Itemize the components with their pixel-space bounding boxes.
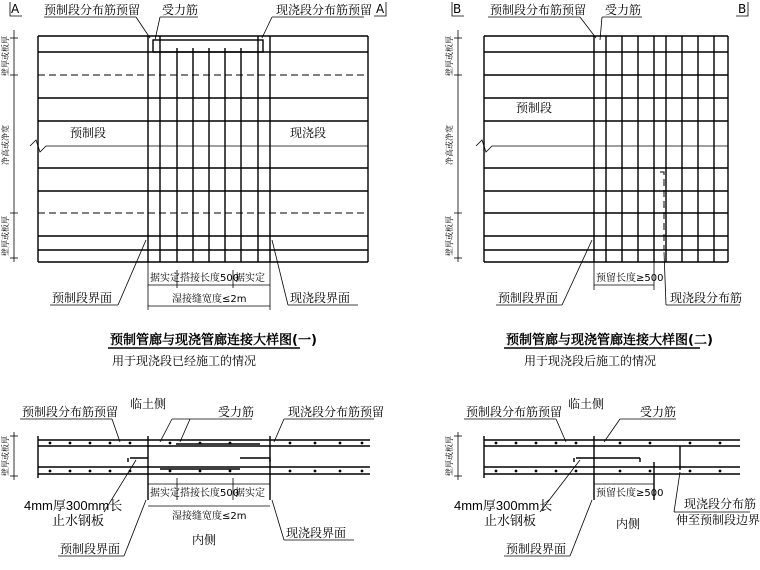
- label-cast-distribution: 现浇段分布筋: [684, 497, 757, 511]
- label-cast-segment: 现浇段: [290, 126, 327, 140]
- side-label-top: 壁厚或板厚: [1, 36, 10, 76]
- side-label-top: 壁厚或板厚: [445, 36, 454, 76]
- detail-1-title: 预制管廊与现浇管廊连接大样图(一): [110, 333, 317, 348]
- label-soil-side: 临土侧: [130, 397, 167, 411]
- section-label-right: B: [738, 2, 747, 16]
- dim-reserve-length: 预留长度≥500: [596, 273, 664, 284]
- section-label-right: A: [376, 2, 385, 16]
- side-label: 壁厚或板厚: [445, 436, 454, 476]
- dim-confirm-right: 据实定: [235, 488, 265, 499]
- label-prefab-interface: 预制段界面: [498, 291, 559, 305]
- detail-2: [444, 2, 748, 368]
- label-prefab-rebar: 预制段分布筋预留: [490, 3, 587, 17]
- main-rebar-bracket: [153, 40, 263, 52]
- label-prefab-rebar: 预制段分布筋预留: [466, 405, 563, 419]
- label-cast-interface: 现浇段界面: [286, 526, 347, 540]
- label-soil-side: 临土侧: [568, 397, 605, 411]
- label-main-rebar: 受力筋: [218, 405, 255, 419]
- side-label-bot: 壁厚或板厚: [445, 216, 454, 256]
- dim-reserve-length: 预留长度≥500: [596, 488, 664, 499]
- label-cast-distribution: 现浇段分布筋: [670, 291, 743, 305]
- detail-2-title: 预制管廊与现浇管廊连接大样图(二): [506, 333, 713, 348]
- dim-lap-length: 搭接长度500: [180, 273, 240, 284]
- break-line: [30, 140, 368, 152]
- label-cast-interface: 现浇段界面: [290, 291, 351, 305]
- water-stop-plate: [574, 458, 640, 462]
- detail-1: [0, 2, 386, 368]
- dim-lap-length: 搭接长度500: [180, 488, 240, 499]
- detail-2-subtitle: 用于现浇段后施工的情况: [524, 354, 657, 368]
- dim-confirm-left: 据实定: [150, 488, 180, 499]
- rebar-dots-top: [495, 442, 722, 445]
- label-prefab-interface: 预制段界面: [506, 542, 567, 556]
- rebar-dots-bottom: [49, 470, 364, 473]
- label-main-rebar: 受力筋: [640, 405, 677, 419]
- detail-4: [444, 396, 760, 556]
- section-label-left: A: [11, 2, 20, 16]
- detail-3: [0, 396, 384, 556]
- section-label-left: B: [453, 2, 462, 16]
- label-plate-size: 4mm厚300mm长: [24, 498, 123, 513]
- label-prefab-interface: 预制段界面: [52, 291, 113, 305]
- label-plate-size: 4mm厚300mm长: [454, 498, 553, 513]
- label-main-rebar: 受力筋: [162, 3, 199, 17]
- label-prefab-rebar: 预制段分布筋预留: [22, 405, 119, 419]
- label-cast-rebar: 现浇段分布筋预留: [276, 3, 373, 17]
- label-plate-name: 止水钢板: [52, 513, 105, 528]
- label-inner-side: 内侧: [616, 517, 641, 531]
- side-label-bot: 壁厚或板厚: [1, 216, 10, 256]
- dim-confirm-right: 据实定: [235, 273, 265, 284]
- label-cast-distribution-note: 伸至预制段边界: [676, 513, 760, 527]
- break-line: [476, 140, 728, 152]
- dim-pour-width: 湿接缝宽度≤2m: [172, 511, 247, 522]
- dim-pour-width: 湿接缝宽度≤2m: [172, 294, 247, 305]
- side-label: 壁厚或板厚: [1, 436, 10, 476]
- dim-confirm-left: 据实定: [150, 273, 180, 284]
- label-prefab-segment: 预制段: [516, 101, 553, 115]
- detail-1-subtitle: 用于现浇段已经施工的情况: [112, 354, 257, 368]
- label-plate-name: 止水钢板: [484, 513, 537, 528]
- label-prefab-rebar: 预制段分布筋预留: [44, 3, 141, 17]
- side-label-mid: 净高或净宽: [445, 125, 454, 165]
- label-inner-side: 内侧: [192, 533, 217, 547]
- label-cast-rebar: 现浇段分布筋预留: [288, 405, 385, 419]
- rebar-dots-bottom: [495, 470, 722, 473]
- label-prefab-segment: 预制段: [70, 126, 107, 140]
- label-prefab-interface: 预制段界面: [60, 542, 121, 556]
- water-stop-plate: [128, 458, 270, 462]
- side-label-mid: 净高或净宽: [1, 125, 10, 165]
- label-main-rebar: 受力筋: [605, 3, 642, 17]
